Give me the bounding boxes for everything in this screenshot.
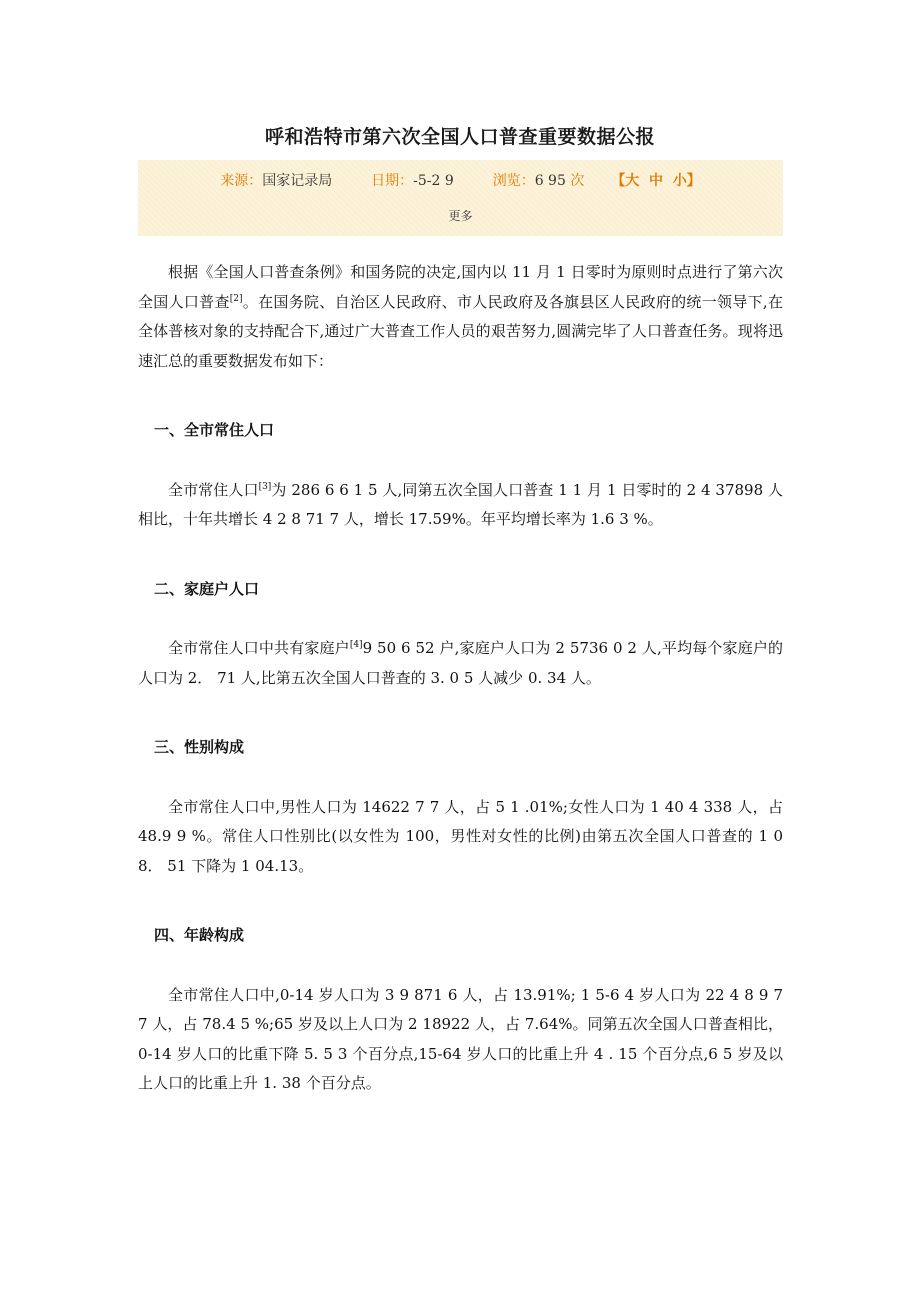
date-label: 日期： bbox=[371, 173, 414, 189]
date-value: -5-2 9 bbox=[413, 173, 454, 189]
section-paragraph-4 bbox=[138, 981, 783, 1099]
section-paragraph-1 bbox=[138, 476, 783, 535]
source-value: 国家记录局 bbox=[262, 173, 333, 189]
size-bracket-close: 】 bbox=[686, 173, 701, 189]
article-meta-box bbox=[138, 160, 783, 236]
views-unit: 次 bbox=[570, 173, 585, 189]
more-link[interactable]: 更多 bbox=[448, 209, 473, 223]
footnote-ref[interactable]: [3] bbox=[258, 481, 272, 492]
intro-text-part-2: 。在国务院、自治区人民政府、市人民政府及各旗县区人民政府的统一领导下,在全体普核对象的支持配合下,通过广大普查工作人员的艰苦努力,圆满完毕了人口普查任务。现将迅速汇总的重要数据发布如下： bbox=[138, 292, 783, 370]
intro-text-part-1: 根据《全国人口普查条例》和国务院的决定,国内以 11 月 1 日零时为原则时点进行了第六次全国人口普查 bbox=[138, 263, 783, 311]
article-meta-line bbox=[138, 170, 783, 190]
section-3-text: 全市常住人口中,男性人口为 14622 7 7 人，占 5 1 .01%;女性人口为 1 40 4 338 人，占 48.9 9 %。常住人口性别比(以女性为 100，男性对女性的比例)由第五次全国人口普查的 1 0 8． 51 下降为 1 04.13。 bbox=[138, 797, 783, 875]
section-2-text-part-2: 9 50 6 52 户,家庭户人口为 2 5736 0 2 人,平均每个家庭户的人口为 2． 71 人,比第五次全国人口普查的 3. 0 5 人减少 0. 34 人。 bbox=[138, 639, 783, 687]
font-size-control bbox=[611, 173, 701, 189]
article-body bbox=[138, 258, 783, 1099]
size-bracket-open: 【 bbox=[611, 173, 626, 189]
views-value: 6 95 bbox=[534, 173, 566, 189]
section-heading-4: 四、年龄构成 bbox=[154, 926, 245, 944]
section-paragraph-2 bbox=[138, 634, 783, 693]
footnote-ref[interactable]: [2] bbox=[229, 293, 243, 304]
font-size-medium-button[interactable]: 中 bbox=[648, 173, 663, 189]
section-2-text-part-1: 全市常住人口中共有家庭户 bbox=[168, 639, 350, 657]
source-label: 来源： bbox=[220, 173, 263, 189]
section-4-text: 全市常住人口中,0-14 岁人口为 3 9 871 6 人，占 13.91%; 1 5-6 4 岁人口为 22 4 8 9 7 7 人，占 78.4 5 %;65 岁及以上人口为 2 18922 人，占 7.64%。同第五次全国人口普查相比，0-14 岁人口的比重下降 5. 5 3 个百分点,15-64 岁人口的比重上升 4 . 15 个百分点,6 5 岁及以上人口的比重上升 1. 38 个百分点。 bbox=[138, 985, 783, 1092]
section-heading-2: 二、家庭户人口 bbox=[154, 579, 260, 598]
section-1-text-part-2: 为 286 6 6 1 5 人,同第五次全国人口普查 1 1 月 1 日零时的 2 4 37898 人相比，十年共增长 4 2 8 71 7 人，增长 17.59%。年平均增长率为 1.6 3 %。 bbox=[138, 480, 783, 528]
footnote-ref[interactable]: [4] bbox=[349, 640, 363, 650]
font-size-large-button[interactable]: 大 bbox=[625, 173, 640, 189]
section-1-text-part-1: 全市常住人口 bbox=[168, 480, 259, 499]
section-paragraph-3 bbox=[138, 793, 783, 882]
views-label: 浏览： bbox=[492, 173, 535, 189]
intro-paragraph bbox=[138, 258, 783, 376]
font-size-small-button[interactable]: 小 bbox=[672, 173, 687, 189]
section-heading-1: 一、全市常住人口 bbox=[154, 421, 275, 439]
section-heading-3: 三、性别构成 bbox=[154, 738, 245, 756]
article-title: 呼和浩特市第六次全国人口普查重要数据公报 bbox=[264, 126, 655, 148]
